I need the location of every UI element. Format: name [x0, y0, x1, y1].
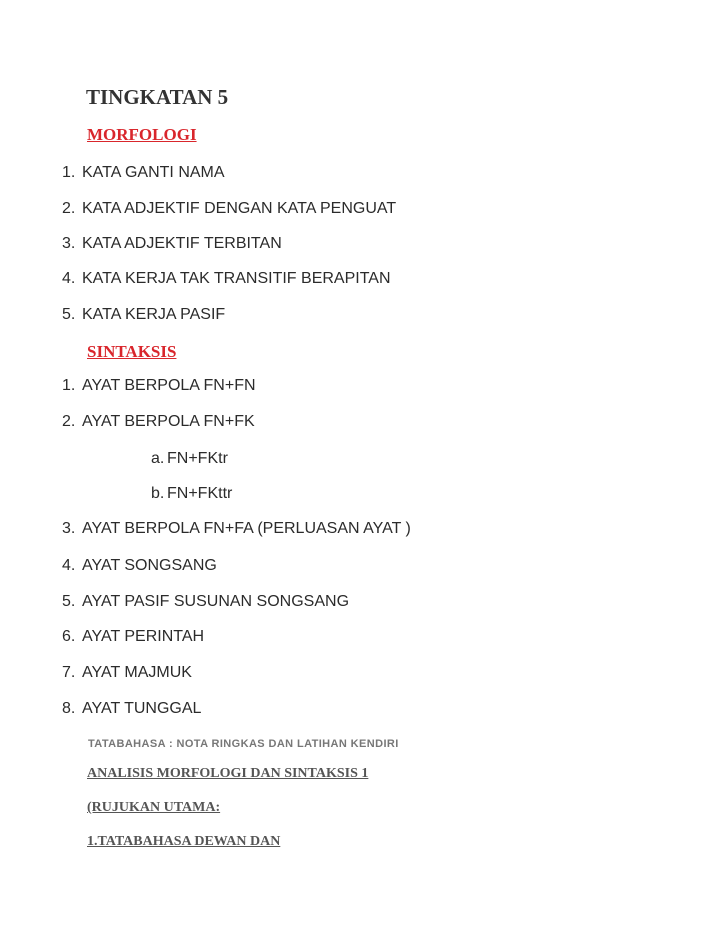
list-item [62, 628, 204, 646]
reference-heading: (RUJUKAN UTAMA: [87, 800, 221, 815]
list-text: AYAT TUNGGAL [82, 700, 202, 717]
footer-note: TATABAHASA : NOTA RINGKAS DAN LATIHAN KENDIRI [88, 738, 399, 750]
list-text: AYAT SONGSANG [82, 557, 217, 574]
list-text: AYAT MAJMUK [82, 664, 192, 681]
list-text: AYAT BERPOLA FN+FK [82, 413, 255, 430]
list-item [62, 413, 255, 431]
list-number: 1. [62, 164, 76, 181]
sub-list-item [151, 450, 228, 468]
sub-list-text: FN+FKttr [167, 485, 233, 502]
list-text: AYAT PERINTAH [82, 628, 205, 645]
list-item [62, 200, 396, 218]
list-text: KATA ADJEKTIF TERBITAN [82, 235, 282, 252]
analysis-title: ANALISIS MORFOLOGI DAN SINTAKSIS 1 [87, 766, 369, 781]
list-text: AYAT BERPOLA FN+FN [82, 377, 256, 394]
list-number: 7. [62, 664, 76, 681]
list-number: 4. [62, 557, 76, 574]
list-item [62, 306, 225, 324]
list-number: 4. [62, 270, 76, 287]
list-number: 8. [62, 700, 76, 717]
list-text: KATA KERJA TAK TRANSITIF BERAPITAN [82, 270, 391, 287]
list-item [62, 377, 256, 395]
list-text: AYAT PASIF SUSUNAN SONGSANG [82, 593, 350, 610]
sub-list-letter: b. [151, 485, 165, 502]
sub-list-item [151, 485, 232, 503]
list-number: 1. [62, 377, 76, 394]
list-text: KATA GANTI NAMA [82, 164, 225, 181]
reference-item: 1.TATABAHASA DEWAN DAN [87, 834, 281, 849]
list-number: 5. [62, 593, 76, 610]
list-number: 6. [62, 628, 76, 645]
list-item [62, 557, 217, 575]
list-item [62, 520, 411, 538]
list-number: 3. [62, 235, 76, 252]
list-item [62, 164, 225, 182]
list-item [62, 664, 192, 682]
list-item [62, 700, 201, 718]
list-text: KATA ADJEKTIF DENGAN KATA PENGUAT [82, 200, 397, 217]
list-number: 3. [62, 520, 76, 537]
section-heading-sintaksis: SINTAKSIS [87, 342, 177, 361]
section-heading-morfologi: MORFOLOGI [87, 125, 197, 144]
page-title: TINGKATAN 5 [86, 85, 229, 109]
sub-list-letter: a. [151, 450, 165, 467]
list-number: 2. [62, 413, 76, 430]
list-text: AYAT BERPOLA FN+FA (PERLUASAN AYAT ) [82, 520, 411, 537]
list-text: KATA KERJA PASIF [82, 306, 226, 323]
list-number: 2. [62, 200, 76, 217]
list-item [62, 270, 391, 288]
sub-list-text: FN+FKtr [167, 450, 228, 467]
list-item [62, 593, 349, 611]
list-number: 5. [62, 306, 76, 323]
list-item [62, 235, 282, 253]
